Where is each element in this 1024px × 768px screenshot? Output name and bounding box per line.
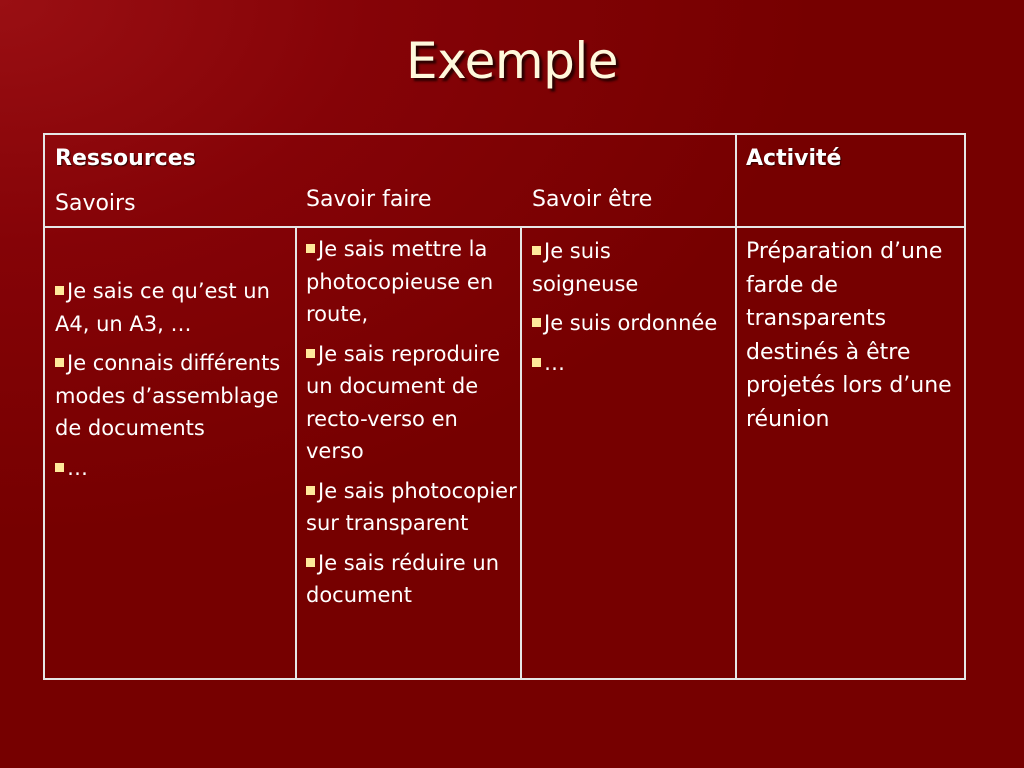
header-activite: Activité bbox=[746, 146, 842, 171]
column-divider-activity bbox=[735, 135, 737, 678]
list-item: … bbox=[55, 452, 285, 485]
header-savoir-etre: Savoir être bbox=[532, 187, 653, 212]
square-bullet-icon bbox=[532, 246, 541, 255]
activite-text: Préparation d’une farde de transparents destinés à être projetés lors d’une réunion bbox=[746, 239, 952, 432]
list-item: … bbox=[532, 347, 722, 380]
list-item: Je sais ce qu’est un A4, un A3, … bbox=[55, 279, 270, 336]
column-divider-savoir-faire bbox=[295, 226, 297, 678]
square-bullet-icon bbox=[532, 318, 541, 327]
header-savoir-faire: Savoir faire bbox=[306, 187, 432, 212]
list-item: Je sais photocopier sur transparent bbox=[306, 478, 517, 535]
square-bullet-icon bbox=[55, 286, 64, 295]
square-bullet-icon bbox=[55, 358, 64, 367]
savoir-etre-list bbox=[532, 235, 722, 386]
savoirs-list bbox=[55, 275, 285, 491]
list-item: Je sais réduire un document bbox=[306, 550, 500, 607]
list-item: Je suis ordonnée bbox=[532, 307, 722, 340]
list-item: Je sais mettre la photocopieuse en route, bbox=[306, 237, 494, 326]
square-bullet-icon bbox=[306, 558, 315, 567]
header-savoirs: Savoirs bbox=[55, 191, 136, 216]
list-item: Je connais différents modes d’assemblage de documents bbox=[55, 351, 281, 440]
header-divider bbox=[45, 226, 964, 228]
square-bullet-icon bbox=[306, 349, 315, 358]
column-divider-savoir-etre bbox=[520, 226, 522, 678]
square-bullet-icon bbox=[55, 463, 64, 472]
competence-table bbox=[43, 133, 966, 680]
square-bullet-icon bbox=[306, 486, 315, 495]
slide-title: Exemple bbox=[405, 32, 618, 90]
list-item: Je suis soigneuse bbox=[532, 239, 639, 296]
list-item: Je sais reproduire un document de recto-verso en verso bbox=[306, 341, 501, 463]
square-bullet-icon bbox=[306, 244, 315, 253]
header-ressources: Ressources bbox=[55, 146, 196, 171]
square-bullet-icon bbox=[532, 358, 541, 367]
savoir-faire-list bbox=[306, 233, 518, 619]
